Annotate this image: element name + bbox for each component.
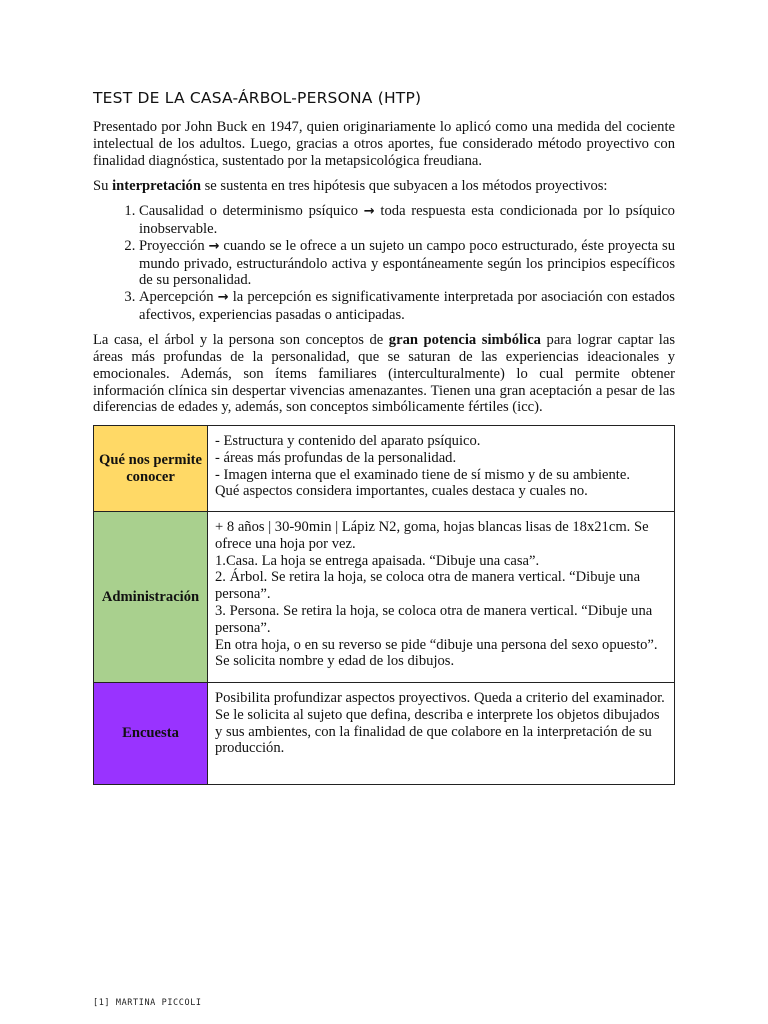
- table-row: [94, 512, 675, 683]
- list-item: [139, 289, 675, 324]
- cell-line: Posibilita profundizar aspectos proyectivos. Queda a criterio del examinador.: [215, 690, 665, 706]
- cell-line: 3. Persona. Se retira la hoja, se coloca otra de manera vertical. “Dibuje una persona”.: [215, 602, 653, 636]
- cell-line: Qué aspectos considera importantes, cuales destaca y cuales no.: [215, 483, 588, 500]
- hypothesis-text: cuando se le ofrece a un sujeto un campo poco estructurado, éste proyecta su mundo privado, estructurándolo activa y espontáneamente según los principios específicos de su personalidad.: [139, 237, 675, 289]
- para2-bold: gran potencia simbólica: [388, 332, 541, 349]
- document-body: [93, 119, 675, 425]
- page-footer: [1] MARTINA PICCOLI: [93, 998, 202, 1008]
- cell-line: 2. Árbol. Se retira la hoja, se coloca otra de manera vertical. “Dibuje una persona”.: [215, 569, 641, 603]
- hypothesis-term: Apercepción: [139, 289, 214, 306]
- symbolic-paragraph: [93, 332, 675, 416]
- cell-line: 1.Casa. La hoja se entrega apaisada. “Dibuje una casa”.: [215, 552, 540, 569]
- arrow-right-icon: →: [217, 290, 229, 306]
- hypotheses-list: [93, 203, 675, 324]
- row-header-encuesta: Encuesta: [94, 683, 208, 785]
- row-content-conocer: [208, 426, 675, 512]
- arrow-right-icon: →: [363, 204, 375, 220]
- interp-bold: interpretación: [112, 177, 201, 194]
- list-item: [139, 238, 675, 289]
- cell-line: En otra hoja, o en su reverso se pide “dibuje una persona del sexo opuesto”. Se solicita nombre y edad de los dibujos.: [215, 636, 658, 670]
- hypothesis-text: toda respuesta esta condicionada por lo psíquico inobservable.: [139, 203, 675, 237]
- cell-line: - Imagen interna que el examinado tiene de sí mismo y de su ambiente.: [215, 466, 630, 483]
- cell-line: + 8 años | 30-90min | Lápiz N2, goma, hojas blancas lisas de 18x21cm. Se ofrece una hoja por vez.: [215, 519, 649, 552]
- hypothesis-term: Causalidad o determinismo psíquico: [139, 203, 359, 220]
- row-header-administracion: Administración: [94, 512, 208, 683]
- interpretation-paragraph: [93, 178, 675, 195]
- intro-paragraph: Presentado por John Buck en 1947, quien originariamente lo aplicó como una medida del cociente intelectual de los adultos. Luego, gracias a otros aportes, fue considerado método proyectivo con finalidad diagnóstica, sustentado por la metapsicológica freudiana.: [93, 119, 675, 169]
- cell-line: Se le solicita al sujeto que defina, describa e interprete los objetos dibujados y sus ambientes, con la finalidad de que colabore en la interpretación de su producción.: [215, 706, 660, 757]
- info-table: [93, 425, 675, 785]
- interp-post: se sustenta en tres hipótesis que subyacen a los métodos proyectivos:: [200, 177, 608, 194]
- interp-pre: Su: [93, 177, 113, 194]
- hypothesis-term: Proyección: [139, 237, 205, 254]
- row-content-encuesta: [208, 683, 675, 785]
- para2-pre: La casa, el árbol y la persona son conceptos de: [93, 332, 389, 349]
- row-content-administracion: [208, 512, 675, 683]
- table-row: [94, 683, 675, 785]
- row-header-conocer: Qué nos permite conocer: [94, 426, 208, 512]
- arrow-right-icon: →: [208, 238, 220, 254]
- hypothesis-text: la percepción es significativamente interpretada por asociación con estados afectivos, experiencias pasadas o anticipadas.: [139, 289, 675, 323]
- cell-line: - áreas más profundas de la personalidad.: [215, 449, 457, 466]
- table-row: [94, 426, 675, 512]
- list-item: [139, 203, 675, 238]
- para2-post: para lograr captar las áreas más profundas de la personalidad, que se saturan de las experiencias ideacionales y emocionales. Además, son ítems familiares (interculturalmente) lo cual permite obtener información clínica sin despertar vivencias amenazantes. Tienen una gran aceptación a pesar de las diferencias de edades y, además, son conceptos simbólicamente fértiles (icc).: [93, 332, 675, 416]
- cell-line: - Estructura y contenido del aparato psíquico.: [215, 433, 481, 449]
- document-title: TEST DE LA CASA-ÁRBOL-PERSONA (HTP): [93, 89, 422, 107]
